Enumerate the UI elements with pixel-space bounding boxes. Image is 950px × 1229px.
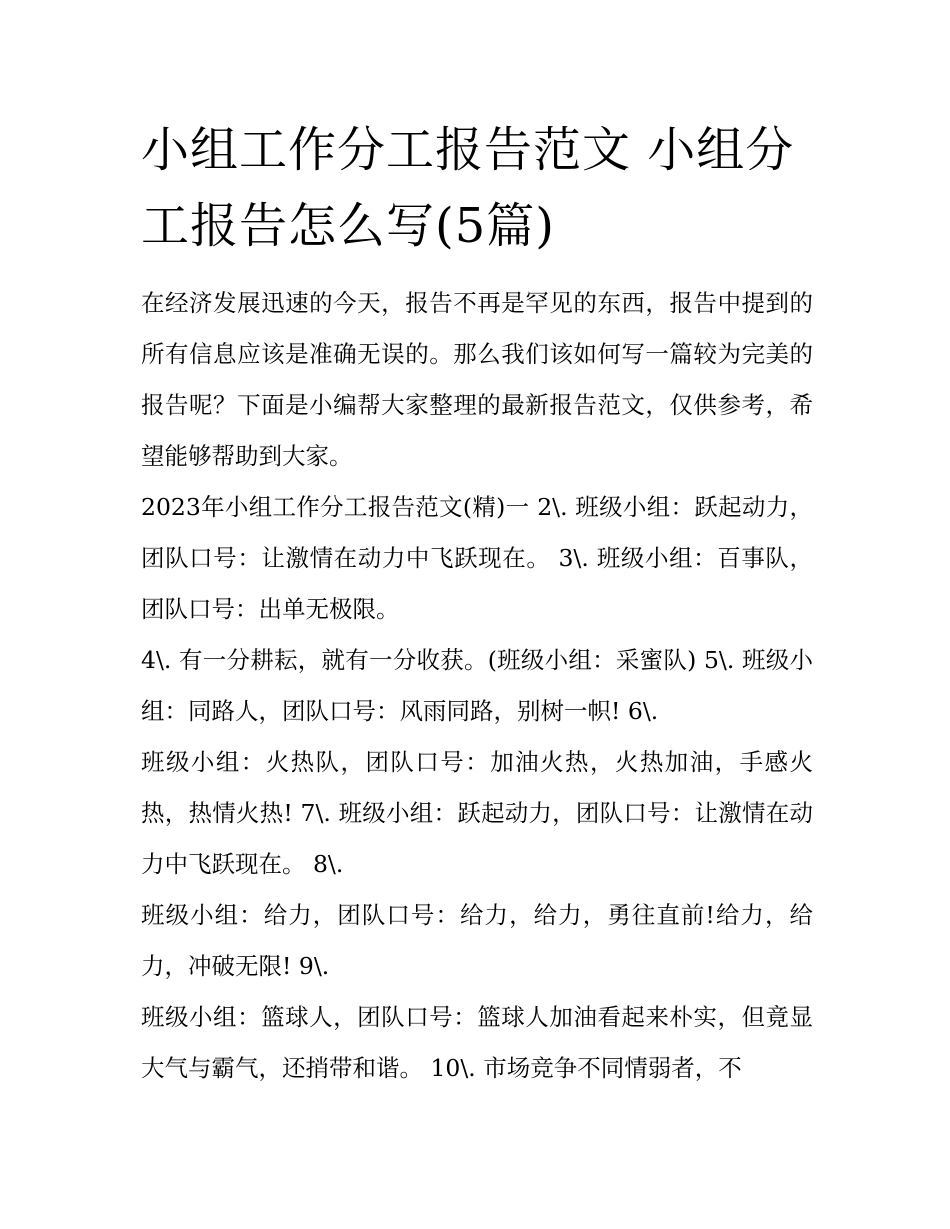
- paragraph-intro: 在经济发展迅速的今天，报告不再是罕见的东西，报告中提到的所有信息应该是准确无误的。那么我们该如何写一篇较为完美的报告呢？下面是小编帮大家整理的最新报告范文，仅供参考，希望能够帮助到大家。: [141, 289, 813, 470]
- document-title: 小组工作分工报告范文 小组分工报告怎么写(5篇): [141, 122, 795, 254]
- paragraph-3: 班级小组：火热队，团队口号：加油火热，火热加油，手感火热，热情火热! 7\. 班级小组：跃起动力，团队口号：让激情在动力中飞跃现在。 8\.: [141, 748, 813, 878]
- paragraph-4: 班级小组：给力，团队口号：给力，给力，勇往直前!给力，给力，冲破无限! 9\.: [141, 901, 813, 980]
- document-body: [141, 112, 813, 1094]
- paragraph-1: 2023年小组工作分工报告范文(精)一 2\. 班级小组：跃起动力，团队口号：让激情在动力中飞跃现在。 3\. 班级小组：百事队，团队口号：出单无极限。: [141, 493, 813, 623]
- paragraph-5: 班级小组：篮球人，团队口号：篮球人加油看起来朴实，但竟显大气与霸气，还捎带和谐。 10\. 市场竞争不同情弱者，不: [141, 1003, 813, 1082]
- paragraph-2: 4\. 有一分耕耘，就有一分收获。(班级小组：采蜜队) 5\. 班级小组：同路人，团队口号：风雨同路，别树一帜! 6\.: [141, 646, 813, 725]
